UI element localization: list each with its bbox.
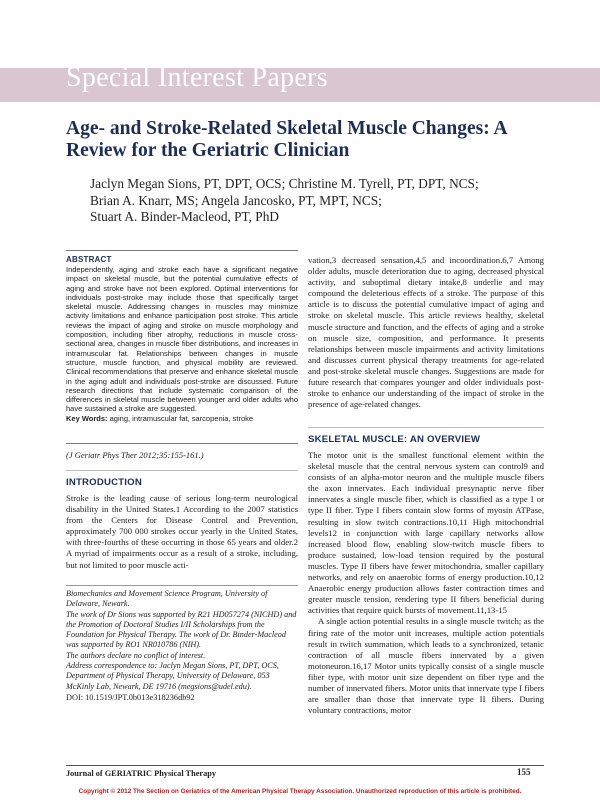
page-number: 155: [517, 767, 531, 777]
copyright-notice: Copyright © 2012 The Section on Geriatrics of the American Physical Therapy Association. Unauthorized reproduction of this article is prohibited.: [78, 788, 522, 795]
author-line: Brian A. Knarr, MS; Angela Jancosko, PT, MPT, NCS;: [90, 192, 382, 208]
footnote-correspondence: Address correspondence to: Jaclyn Megan Sions, PT, DPT, OCS, Department of Physical Therapy, University of Delaware, 053 McKinly Lab, Newark, DE 19716 (megsions@udel.edu).: [66, 661, 279, 691]
section-banner-title: Special Interest Papers: [66, 62, 328, 93]
doi: DOI: 10.1519/JPT.0b013e318236db92: [66, 692, 195, 702]
citation: (J Geriatr Phys Ther 2012;35:155-161.): [66, 450, 204, 460]
abstract-section: [66, 255, 298, 423]
abstract-text: Independently, aging and stroke each have a significant negative impact on skeletal muscle, but the potential cumulative effects of aging and stroke have not been explored. Optimal interventions for individuals post-stroke may include those that specifically target skeletal muscle. Addressing changes in muscles may minimize activity limitations and enhance participation post stroke. This article reviews the impact of aging and stroke on muscle morphology and composition, including fiber atrophy, reductions in muscle cross-sectional area, changes in muscle fiber distributions, and increases in intramuscular fat. Relationships between changes in muscle structure, muscle function, and physical mobility are reviewed. Clinical recommendations that preserve and enhance skeletal muscle in the aging adult and individuals post-stroke are discussed. Future research directions that include systematic comparison of the differences in skeletal muscle between younger and older adults who have sustained a stroke are suggested.: [66, 265, 298, 414]
author-line: Stuart A. Binder-Macleod, PT, PhD: [90, 209, 279, 224]
intro-continued-paragraph: vation,3 decreased sensation,4,5 and incoordination.6,7 Among older adults, muscle deterioration due to aging, decreased physical activity, and suboptimal dietary intake,8 underlie and may compound the deleterious effects of a stroke. The purpose of this article is to discuss the potential cumulative impact of aging and stroke on skeletal muscle. This article reviews healthy, skeletal muscle structure and function, and the effects of aging and a stroke on muscle size, composition, and performance. It presents relationships between muscle impairments and activity limitations and discusses current physical therapy treatments for age-related and post-stroke skeletal muscle changes. Suggestions are made for future research that compares younger and older individuals post-stroke to enhance our understanding of the impact of stroke in the presence of age-related changes.: [308, 255, 544, 410]
abstract-top-rule: [66, 250, 298, 251]
footnote-rule: [66, 585, 298, 586]
abstract-heading: ABSTRACT: [66, 255, 112, 264]
footnote-affiliation: Biomechanics and Movement Science Program, University of Delaware, Newark.: [66, 589, 268, 609]
footer-rule: [66, 765, 544, 766]
intro-divider: [66, 470, 298, 471]
keywords-label: Key Words:: [66, 413, 108, 423]
right-column: [308, 255, 544, 410]
author-list: [90, 176, 560, 226]
author-line: Jaclyn Megan Sions, PT, DPT, OCS; Christine M. Tyrell, PT, DPT, NCS;: [90, 176, 479, 191]
abstract-bottom-rule: [66, 443, 298, 444]
overview-divider: [308, 427, 544, 428]
footnote-conflict: The authors declare no conflict of interest.: [66, 650, 206, 660]
keywords-text: aging, intramuscular fat, sarcopenia, stroke: [109, 413, 254, 423]
footnotes: [66, 589, 298, 703]
journal-name: Journal of GERIATRIC Physical Therapy: [66, 769, 216, 778]
overview-paragraph-1: The motor unit is the smallest functional element within the skeletal muscle that the central nervous system can control9 and consists of an alpha-motor neuron and the multiple muscle fibers the axon innervates. Each individual presynaptic nerve fiber innervates a single muscle fiber, which is classified as a type I or type II fiber. Type I fibers contain slow forms of myosin ATPase, resulting in slow twitch contractions.10,11 High mitochondrial levels12 in conjunction with large capillary networks allow increased blood flow, enabling slow-twitch muscle fibers to produce sustained, low-load tension required by the postural muscles. Type II fibers have fewer mitochondria, smaller capillary networks, and rely on anaerobic forms of energy production.10,12 Anaerobic energy production allows faster contraction times and greater muscle tension, rendering type II fibers beneficial during activities that require quick bursts of movement.11,13-15: [308, 450, 544, 616]
footnote-funding: The work of Dr Sions was supported by R21 HD057274 (NICHD) and the Promotion of Doctoral Studies I/II Scholarships from the Foundation for Physical Therapy. The work of Dr. Binder-Macleod was supported by RO1 NR010786 (NIH).: [66, 609, 297, 650]
article-title: Age- and Stroke-Related Skeletal Muscle Changes: A Review for the Geriatric Clinician: [66, 118, 507, 161]
overview-heading: SKELETAL MUSCLE: AN OVERVIEW: [308, 434, 481, 445]
intro-paragraph: Stroke is the leading cause of serious long-term neurological disability in the United States.1 According to the 2007 statistics from the Centers for Disease Control and Prevention, approximately 700 000 strokes occur yearly in the United States, with three-fourths of these occurring in those 65 years and older.2 A myriad of impairments occur as a result of a stroke, including, but not limited to poor muscle acti-: [66, 493, 298, 570]
overview-paragraph-2: A single action potential results in a single muscle twitch; as the firing rate of the motor unit increases, multiple action potentials result in twitch summation, which leads to a synchronized, tetanic contraction of all muscle fibers innervated by a given motoneuron.16,17 Motor units typically consist of a single muscle fiber type, with motor unit size dependent on fiber type and the number of innervated fibers. Motor units that innervate type I fibers are smaller than those that innervate type II fibers. During voluntary contractions, motor: [308, 616, 544, 716]
intro-heading: INTRODUCTION: [66, 477, 142, 488]
